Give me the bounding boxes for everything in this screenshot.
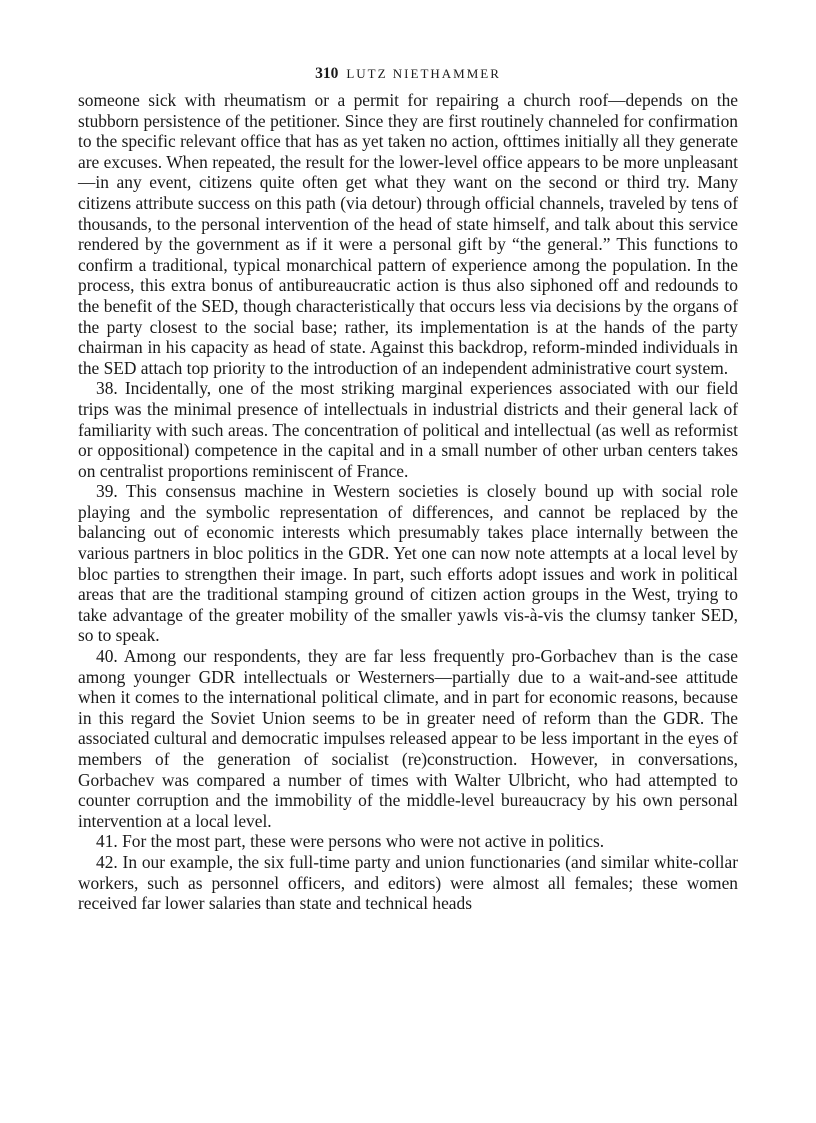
paragraph-continuation: someone sick with rheumatism or a permit for repairing a church roof—depends on the stubborn persistence of the petitioner. Since they are first routinely channeled for confirmation to the specific relevant office that has as yet taken no action, ofttimes initially all they generate are excuses. When repeated, the result for the lower-level office appears to be more unpleasant—in any event, citizens quite often get what they want on the second or third try. Many citizens attribute success on this path (via detour) through official channels, traveled by tens of thousands, to the personal intervention of the head of state himself, and talk about this service rendered by the government as if it were a personal gift by “the general.” This functions to confirm a traditional, typical monarchical pattern of experience among the population. In the process, this extra bonus of antibureaucratic action is thus also siphoned off and redounds to the benefit of the SED, though characteristically that occurs less via decisions by the organs of the party closest to the social base; rather, its implementation is at the hands of the party chairman in his capacity as head of state. Against this backdrop, reform-minded individuals in the SED attach top priority to the introduction of an independent administrative court system. <box>78 90 738 378</box>
note-38: 38. Incidentally, one of the most striking marginal experiences associated with our field trips was the minimal presence of intellectuals in industrial districts and their general lack of familiarity with such areas. The concentration of political and intellectual (as well as reformist or oppositional) competence in the capital and in a small number of other urban centers takes on centralist proportions reminiscent of France. <box>78 378 738 481</box>
page <box>78 62 738 914</box>
running-header <box>78 62 738 86</box>
note-40: 40. Among our respondents, they are far less frequently pro-Gorbachev than is the case among younger GDR intellectuals or Westerners—partially due to a wait-and-see attitude when it comes to the international political climate, and in part for economic reasons, because in this regard the Soviet Union seems to be in greater need of reform than the GDR. The associated cultural and democratic impulses released appear to be less important in the eyes of members of the generation of socialist (re)construction. However, in conversations, Gorbachev was compared a number of times with Walter Ulbricht, who had attempted to counter corruption and the immobility of the middle-level bureaucracy by his own personal intervention at a local level. <box>78 646 738 831</box>
note-42: 42. In our example, the six full-time party and union functionaries (and similar white-collar workers, such as personnel officers, and editors) were almost all females; these women received far lower salaries than state and technical heads <box>78 851 738 914</box>
note-39: 39. This consensus machine in Western societies is closely bound up with social role playing and the symbolic representation of differences, and cannot be replaced by the balancing out of economic interests which presumably takes place internally between the various partners in bloc politics in the GDR. Yet one can now note attempts at a local level by bloc parties to strengthen their image. In part, such efforts adopt issues and work in political areas that are the traditional stamping ground of citizen action groups in the West, trying to take advantage of the greater mobility of the smaller yawls vis-à-vis the clumsy tanker SED, so to speak. <box>78 481 738 646</box>
note-41: 41. For the most part, these were persons who were not active in politics. <box>96 831 605 852</box>
running-head-author: LUTZ NIETHAMMER <box>346 66 501 81</box>
body-text <box>78 90 738 914</box>
page-number: 310 <box>315 65 339 82</box>
